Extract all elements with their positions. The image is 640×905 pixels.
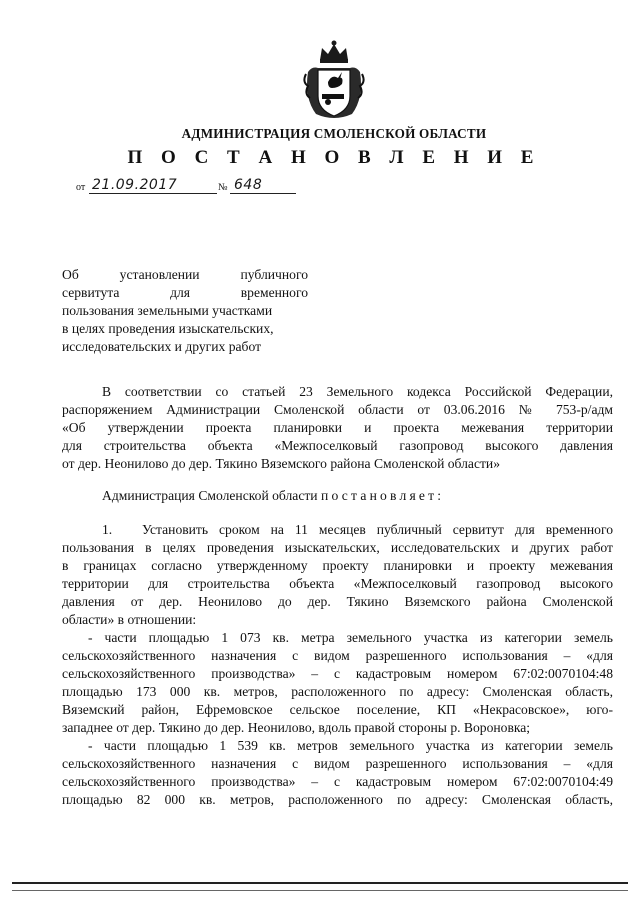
intro-line: для строительства объекта «Межпоселковый газопровод высокого давления: [62, 438, 613, 453]
item-line: - части площадью 1 073 кв. метра земельного участка из категории земель: [88, 630, 613, 645]
coat-of-arms-emblem: [298, 38, 370, 122]
item-line: давления от дер. Неонилово до дер. Тякино Вяземского района Смоленской: [62, 594, 613, 609]
item-line: площадью 173 000 кв. метров, расположенного по адресу: Смоленская область,: [62, 684, 613, 699]
document-subject: [62, 266, 308, 356]
decree-prefix: Администрация Смоленской области: [102, 488, 318, 503]
organization-title: АДМИНИСТРАЦИЯ СМОЛЕНСКОЙ ОБЛАСТИ: [181, 126, 487, 141]
item-number: 1.: [102, 522, 113, 537]
item-line: западнее от дер. Тякино до дер. Неонилово, вдоль правой стороны р. Вороновка;: [62, 720, 531, 735]
page-bottom-rule: [12, 882, 628, 884]
subject-line: пользования земельными участками: [62, 303, 273, 318]
item-line: территории для строительства объекта «Межпоселковый газопровод высокого: [62, 576, 613, 591]
item-line: Установить сроком на 11 месяцев публичный сервитут для временного: [142, 522, 613, 537]
item-1-paragraph: [62, 521, 613, 809]
date-number-line: [76, 179, 336, 199]
intro-line: от дер. Неонилово до дер. Тякино Вяземского района Смоленской области»: [62, 456, 500, 471]
date-label: от: [76, 182, 86, 193]
item-line: - части площадью 1 539 кв. метров земельного участка из категории земель: [88, 738, 613, 753]
subject-line: в целях проведения изыскательских,: [62, 321, 274, 336]
number-underline: [230, 193, 296, 194]
intro-line: «Об утверждении проекта планировки и проекта межевания территории: [62, 420, 613, 435]
item-line: сельскохозяйственного назначения с видом разрешенного использования – «для: [62, 756, 613, 771]
item-line: в границах согласно утвержденному проекту планировки и проекту межевания: [62, 558, 613, 573]
intro-line: В соответствии со статьей 23 Земельного кодекса Российской Федерации,: [102, 384, 613, 399]
number-value: 648: [234, 177, 263, 193]
decree-verb: постановляет:: [320, 488, 445, 503]
decree-paragraph: [62, 487, 613, 505]
item-line: сельскохозяйственного производства» – с кадастровым номером 67:02:0070104:48: [62, 666, 613, 681]
date-value: 21.09.2017: [92, 177, 178, 193]
item-line: сельскохозяйственного назначения с видом разрешенного использования – «для: [62, 648, 613, 663]
item-line: области» в отношении:: [62, 612, 197, 627]
item-line: сельскохозяйственного производства» – с кадастровым номером 67:02:0070104:49: [62, 774, 613, 789]
subject-line: исследовательских и других работ: [62, 339, 262, 354]
subject-line: Об установлении публичного: [62, 267, 308, 282]
document-type-title: П О С Т А Н О В Л Е Н И Е: [127, 147, 541, 168]
item-line: пользования в целях проведения изыскательских, исследовательских и других работ: [62, 540, 613, 555]
subject-line: сервитута для временного: [62, 285, 308, 300]
intro-line: распоряжением Администрации Смоленской области от 03.06.2016 № 753-р/адм: [62, 402, 613, 417]
item-line: площадью 82 000 кв. метров, расположенного по адресу: Смоленская область,: [62, 792, 613, 807]
item-line: Вяземский район, Ефремовское сельское поселение, КП «Некрасовское», юго-: [62, 702, 613, 717]
number-label: №: [218, 182, 228, 193]
page-bottom-rule-thin: [12, 890, 628, 891]
intro-paragraph: [62, 383, 613, 473]
date-underline: [89, 193, 217, 194]
